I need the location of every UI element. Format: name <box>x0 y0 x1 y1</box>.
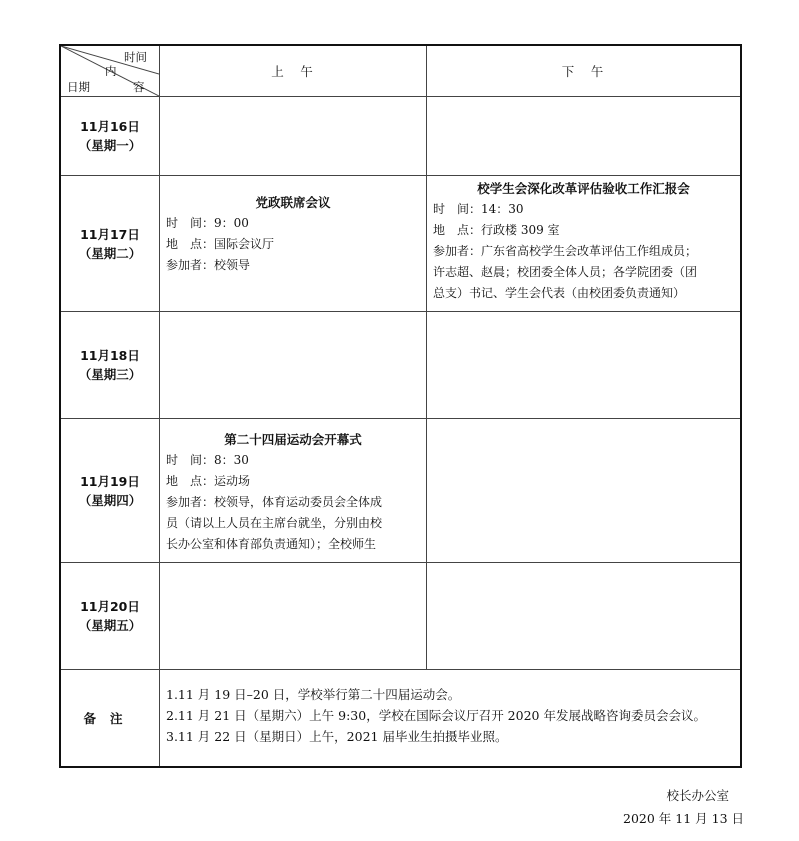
date-cell <box>60 312 160 419</box>
date-text: 11月17日 <box>80 226 140 242</box>
date-cell <box>60 563 160 670</box>
event-attendees: 参加者：广东省高校学生会改革评估工作组成员； <box>433 244 698 258</box>
table-row <box>60 97 741 176</box>
event-attendees: 长办公室和体育部负责通知）；全校师生 <box>166 537 377 551</box>
note-item: 1.11 月 19 日–20 日，学校举行第二十四届运动会。 <box>166 687 461 702</box>
table-row <box>60 176 741 312</box>
weekly-schedule-table <box>59 44 742 768</box>
morning-cell <box>160 176 427 312</box>
event-title: 第二十四届运动会开幕式 <box>224 432 362 447</box>
header-content-bottom: 容 <box>133 80 145 94</box>
event-place: 地 点：行政楼 309 室 <box>433 223 560 237</box>
morning-column-header: 上 午 <box>160 45 427 97</box>
event-attendees: 参加者：校领导 <box>166 258 251 272</box>
diagonal-header-cell <box>60 45 160 97</box>
event-place: 地 点：国际会议厅 <box>166 237 275 251</box>
table-row <box>60 563 741 670</box>
event-attendees: 员（请以上人员在主席台就坐，分别由校 <box>166 516 383 530</box>
event-place: 地 点：运动场 <box>166 474 251 488</box>
date-text: 11月18日 <box>80 348 140 363</box>
event-time: 时 间：14：30 <box>433 202 524 216</box>
morning-cell <box>160 97 427 176</box>
afternoon-cell <box>427 563 742 670</box>
event-time: 时 间：9：00 <box>166 216 249 230</box>
morning-cell <box>160 312 427 419</box>
weekday-text: （星期五） <box>78 618 142 633</box>
table-row <box>60 312 741 419</box>
date-text: 11月16日 <box>80 119 140 134</box>
afternoon-column-header: 下 午 <box>427 45 742 97</box>
date-cell <box>60 97 160 176</box>
table-row <box>60 419 741 563</box>
date-cell <box>60 176 160 312</box>
afternoon-cell <box>427 419 742 563</box>
header-row <box>60 45 741 97</box>
event-attendees: 参加者：校领导，体育运动委员会全体成 <box>166 495 383 509</box>
weekday-text: （星期二） <box>78 245 142 261</box>
afternoon-cell <box>427 312 742 419</box>
note-item: 3.11 月 22 日（星期日）上午，2021 届毕业生拍摄毕业照。 <box>166 729 508 744</box>
event-attendees: 许志超、赵晨；校团委全体人员；各学院团委（团 <box>433 265 698 279</box>
header-time-label: 时间 <box>124 50 147 64</box>
note-item: 2.11 月 21 日（星期六）上午 9:30，学校在国际会议厅召开 2020 年发展战略咨询委员会会议。 <box>166 708 706 723</box>
afternoon-cell <box>427 97 742 176</box>
notes-row <box>60 670 741 768</box>
date-cell <box>60 419 160 563</box>
event-time: 时 间：8：30 <box>166 453 249 467</box>
event-title: 党政联席会议 <box>255 195 331 210</box>
header-date-label: 日期 <box>67 80 90 94</box>
weekday-text: （星期一） <box>78 138 142 153</box>
afternoon-cell <box>427 176 742 312</box>
header-content-top: 内 <box>105 64 117 78</box>
weekday-text: （星期三） <box>78 367 142 382</box>
notes-cell <box>160 670 742 768</box>
issuing-office: 校长办公室 <box>666 788 729 803</box>
morning-cell <box>160 563 427 670</box>
event-title: 校学生会深化改革评估验收工作汇报会 <box>477 181 690 196</box>
morning-cell <box>160 419 427 563</box>
event-attendees: 总支）书记、学生会代表（由校团委负责通知） <box>433 286 686 300</box>
date-text: 11月20日 <box>80 599 140 614</box>
date-text: 11月19日 <box>80 473 140 489</box>
weekday-text: （星期四） <box>78 492 142 508</box>
issue-date: 2020 年 11 月 13 日 <box>623 811 744 826</box>
notes-label: 备注 <box>60 670 160 768</box>
